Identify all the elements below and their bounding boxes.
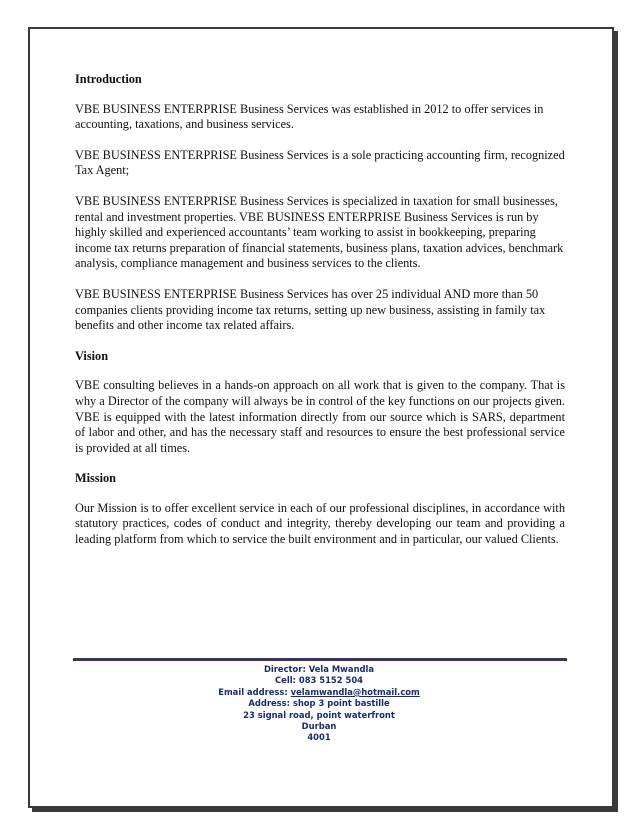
footer-email-link[interactable]: velamwandla@hotmail.com bbox=[290, 686, 420, 697]
mission-heading: Mission bbox=[75, 471, 116, 486]
document-body bbox=[75, 72, 565, 563]
intro-paragraph-2: VBE BUSINESS ENTERPRISE Business Services is a sole practicing accounting firm, recognized Tax Agent; bbox=[75, 147, 565, 178]
footer-email-label: Email address: bbox=[218, 686, 291, 697]
footer-city: Durban bbox=[301, 721, 337, 732]
footer-director: Director: Vela Mwandla bbox=[263, 664, 375, 674]
intro-paragraph-4: VBE BUSINESS ENTERPRISE Business Services has over 25 individual AND more than 50 companies clients providing income tax returns, setting up new business, assisting in family tax benefits and other income tax related affairs. bbox=[75, 286, 546, 333]
footer-address-1: Address: shop 3 point bastille bbox=[248, 698, 390, 709]
footer-cell: Cell: 083 5152 504 bbox=[275, 675, 363, 686]
footer-email-line bbox=[0, 687, 638, 698]
intro-heading: Introduction bbox=[75, 72, 142, 86]
mission-paragraph: Our Mission is to offer excellent service in each of our professional disciplines, in accordance with statutory practices, codes of conduct and integrity, thereby developing our team and providing a leading platform from which to service the built environment and in particular, our valued Clients. bbox=[75, 500, 565, 547]
vision-paragraph: VBE consulting believes in a hands-on approach on all work that is given to the company. That is why a Director of the company will always be in control of the key functions on our projects given. VBE is equipped with the latest information directly from our source which is SARS, department of labor and other, and has the necessary staff and resources to ensure the best professional service is provided at all times. bbox=[75, 378, 565, 455]
intro-paragraph-3: VBE BUSINESS ENTERPRISE Business Services is specialized in taxation for small businesses, rental and investment properties. VBE BUSINESS ENTERPRISE Business Services is run by highly skilled and experienced accountants’ team working to assist in bookkeeping, preparing income tax returns preparation of financial statements, business plans, taxation advices, benchmark analysis, compliance management and business services to the clients. bbox=[75, 193, 564, 271]
vision-heading: Vision bbox=[75, 348, 109, 363]
footer-contact bbox=[0, 664, 638, 744]
intro-paragraph-1: VBE BUSINESS ENTERPRISE Business Services was established in 2012 to offer services in accounting, taxations, and business services. bbox=[75, 101, 544, 132]
footer-address-2: 23 signal road, point waterfront bbox=[243, 709, 395, 720]
footer-divider bbox=[73, 658, 567, 661]
footer-postcode: 4001 bbox=[307, 732, 331, 743]
